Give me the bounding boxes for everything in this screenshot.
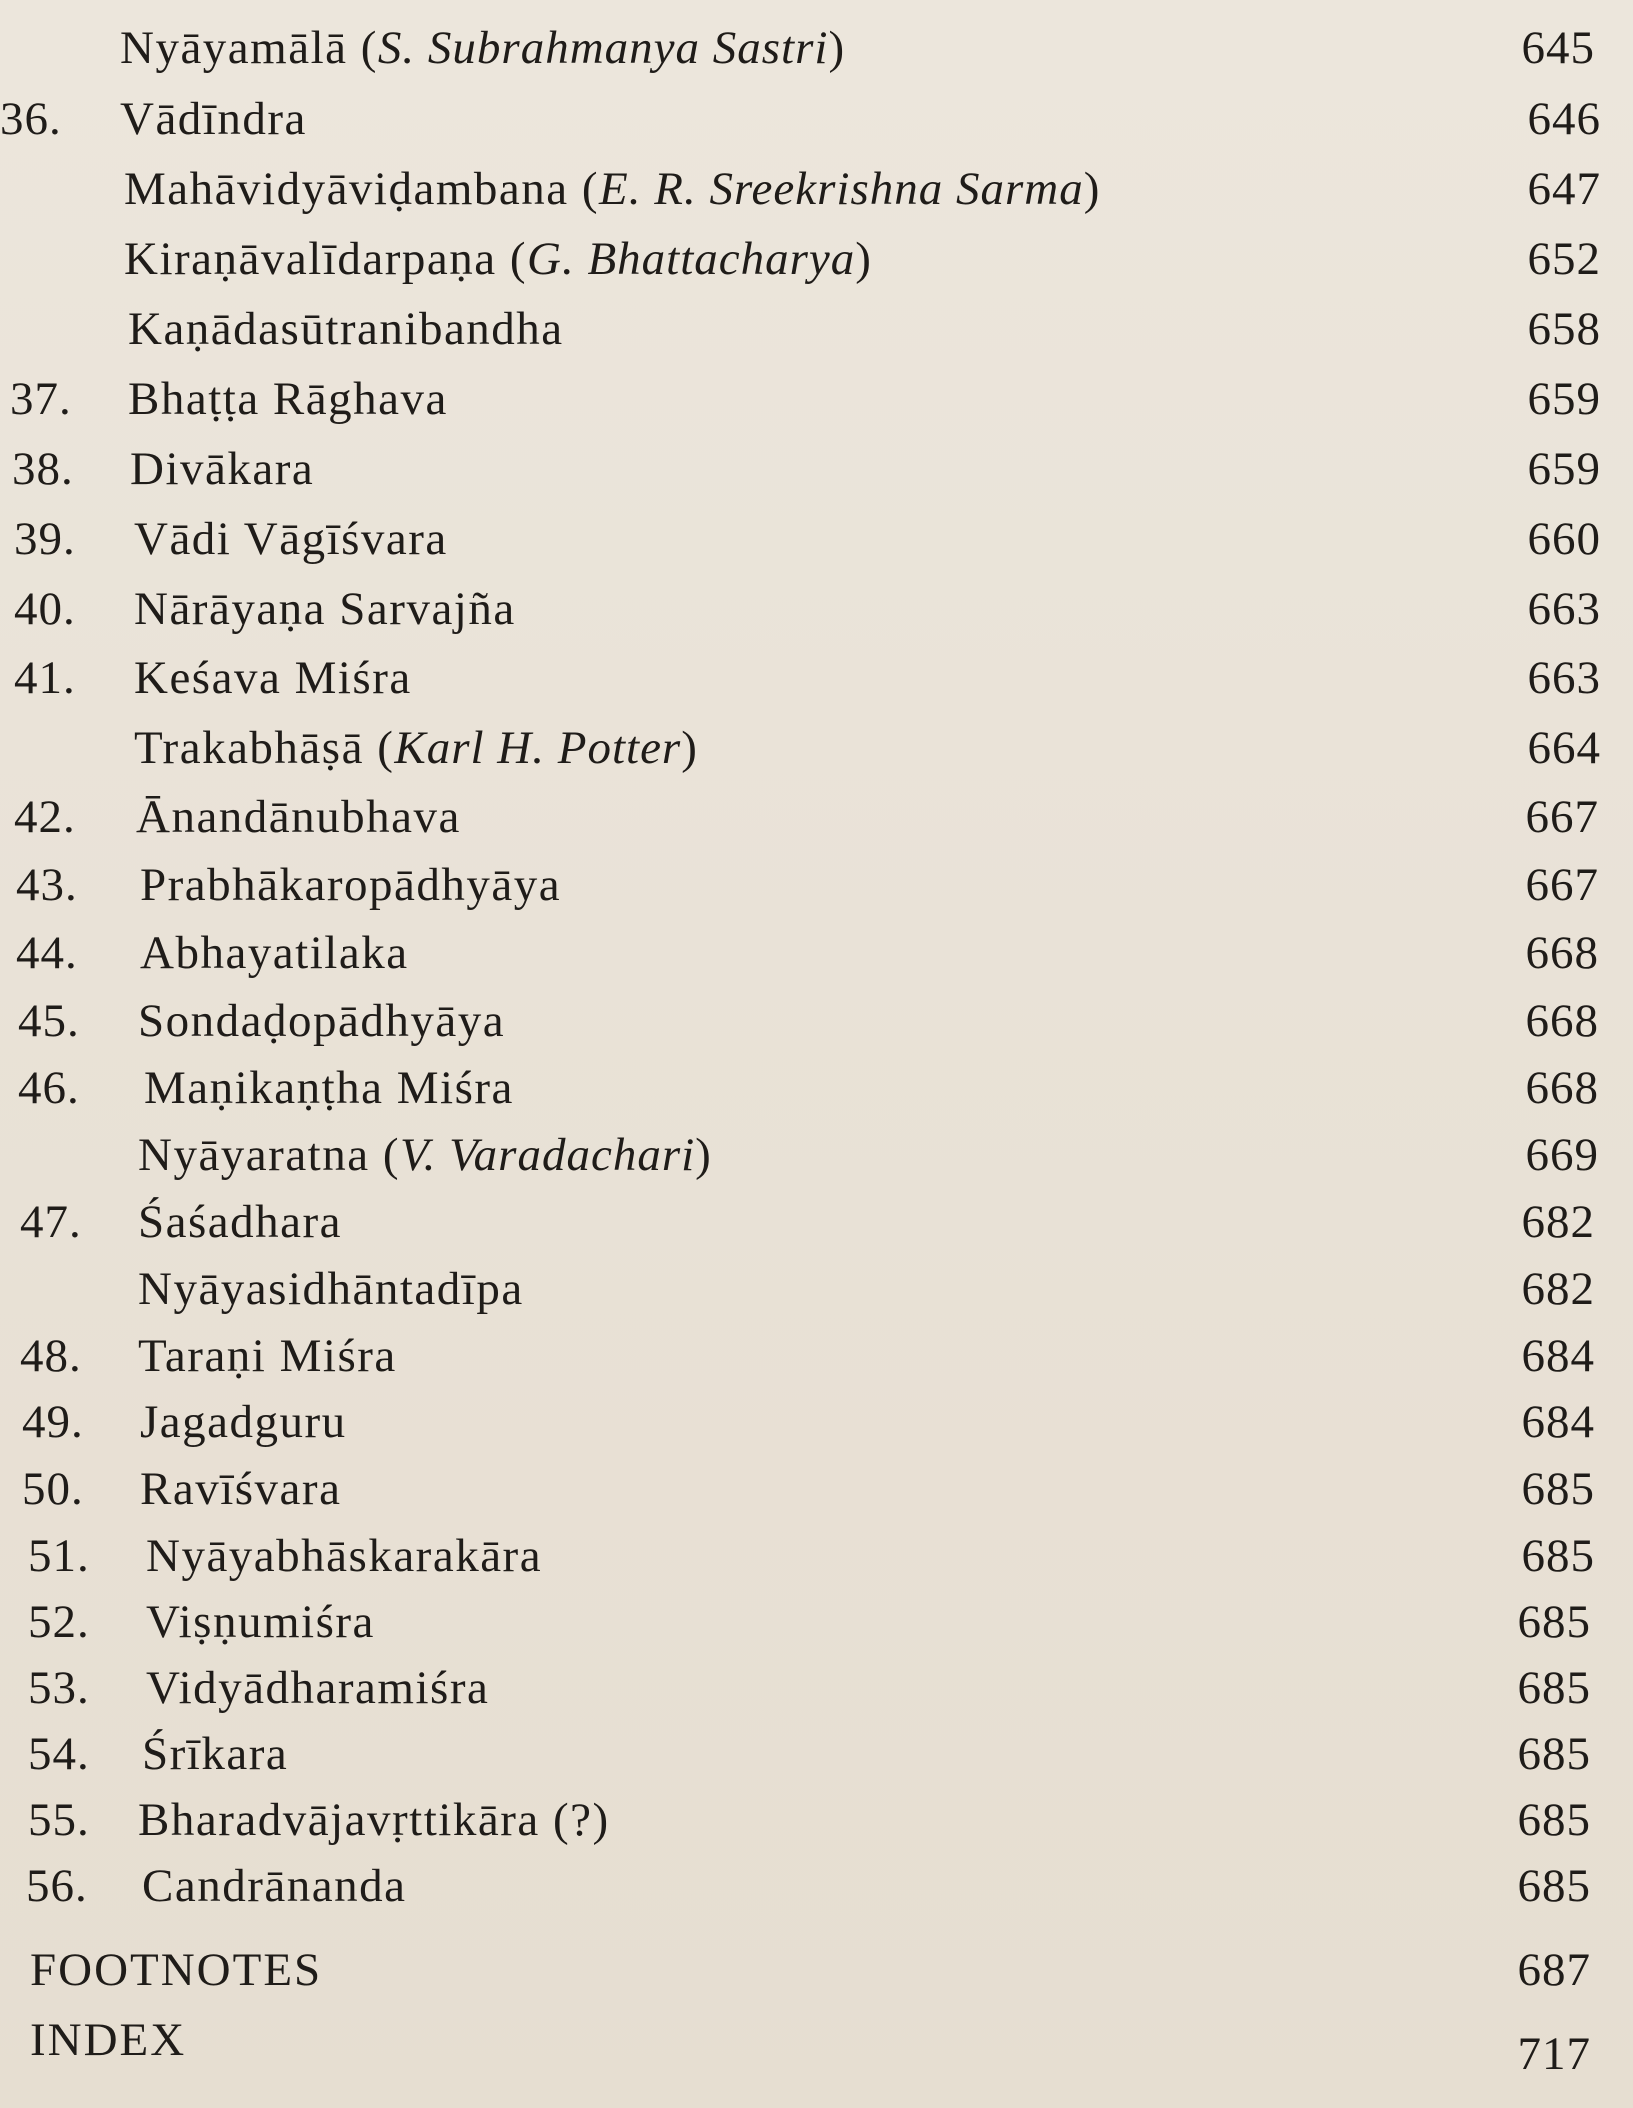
toc-entry xyxy=(0,1125,1633,1185)
entry-page: 717 xyxy=(1517,2028,1591,2080)
entry-page: 668 xyxy=(1525,995,1599,1047)
toc-entry xyxy=(0,18,1633,78)
entry-page: 685 xyxy=(1517,1794,1591,1846)
entry-page: 685 xyxy=(1517,1728,1591,1780)
entry-title: Ānandānubhava xyxy=(136,791,461,843)
entry-title: Prabhākaropādhyāya xyxy=(140,859,562,911)
entry-page: 684 xyxy=(1521,1396,1595,1448)
entry-title: Vādīndra xyxy=(120,93,307,145)
toc-entry xyxy=(0,1526,1633,1586)
entry-page: 687 xyxy=(1517,1944,1591,1996)
entry-title: Ravīśvara xyxy=(140,1463,342,1515)
entry-title: Kaṇādasūtranibandha xyxy=(128,303,564,355)
entry-title-text: Trakabhāṣā xyxy=(134,722,364,774)
toc-entry xyxy=(0,855,1633,915)
entry-title: FOOTNOTES xyxy=(30,1944,323,1996)
author-paren-close: ) xyxy=(828,22,846,74)
entry-title: Śaśadhara xyxy=(138,1196,343,1248)
toc-entry xyxy=(0,89,1633,149)
author-paren-open: ( xyxy=(509,233,527,285)
author-paren-open: ( xyxy=(382,1129,401,1181)
entry-title: Taraṇi Miśra xyxy=(138,1330,397,1382)
toc-entry xyxy=(0,229,1633,289)
toc-entry xyxy=(0,718,1633,778)
entry-number: 46. xyxy=(18,1062,80,1114)
entry-title xyxy=(134,718,698,778)
toc-entry xyxy=(0,1259,1633,1319)
entry-page: 652 xyxy=(1527,233,1601,285)
entry-number: 45. xyxy=(18,995,80,1047)
entry-number: 53. xyxy=(28,1662,90,1714)
entry-page: 659 xyxy=(1527,373,1601,425)
entry-number: 52. xyxy=(28,1596,90,1648)
entry-number: 51. xyxy=(28,1530,90,1582)
entry-number: 39. xyxy=(14,513,76,565)
entry-title-text: Nyāyaratna xyxy=(138,1129,370,1181)
entry-number: 48. xyxy=(20,1330,82,1382)
toc-entry xyxy=(0,439,1633,499)
entry-page: 659 xyxy=(1527,443,1601,495)
entry-title: Vidyādharamiśra xyxy=(146,1662,490,1714)
entry-number: 50. xyxy=(22,1463,84,1515)
author-paren-close: ) xyxy=(855,233,873,285)
toc-entry xyxy=(0,1592,1633,1652)
entry-number: 55. xyxy=(28,1794,90,1846)
entry-page: 668 xyxy=(1525,1062,1599,1114)
entry-page: 645 xyxy=(1521,22,1595,74)
entry-title: Śrīkara xyxy=(142,1728,289,1780)
toc-entry xyxy=(0,2010,1633,2080)
author-paren-open: ( xyxy=(360,22,378,74)
entry-author: S. Subrahmanya Sastri xyxy=(377,22,829,74)
entry-number: 49. xyxy=(22,1396,84,1448)
entry-page: 685 xyxy=(1517,1860,1591,1912)
toc-entry xyxy=(0,1192,1633,1252)
entry-title: Viṣṇumiśra xyxy=(146,1596,375,1648)
entry-page: 685 xyxy=(1521,1530,1595,1582)
toc-entry xyxy=(0,1392,1633,1452)
entry-page: 685 xyxy=(1521,1463,1595,1515)
toc-entry xyxy=(0,579,1633,639)
entry-page: 663 xyxy=(1527,652,1601,704)
entry-author: Karl H. Potter xyxy=(394,722,682,774)
entry-page: 646 xyxy=(1527,93,1601,145)
entry-title xyxy=(124,159,1101,219)
entry-page: 667 xyxy=(1525,791,1599,843)
entry-title: Nyāyasidhāntadīpa xyxy=(138,1263,524,1315)
author-paren-close: ) xyxy=(695,1129,713,1181)
entry-number: 54. xyxy=(28,1728,90,1780)
toc-entry xyxy=(0,1856,1633,1916)
entry-page: 668 xyxy=(1525,927,1599,979)
entry-title: Nārāyaṇa Sarvajña xyxy=(134,583,516,635)
toc-entry xyxy=(0,159,1633,219)
entry-title xyxy=(138,1125,712,1185)
author-paren-close: ) xyxy=(681,722,699,774)
entry-page: 663 xyxy=(1527,583,1601,635)
entry-title: Keśava Miśra xyxy=(134,652,412,704)
entry-page: 660 xyxy=(1527,513,1601,565)
entry-title: Vādi Vāgīśvara xyxy=(134,513,448,565)
entry-page: 658 xyxy=(1527,303,1601,355)
entry-page: 667 xyxy=(1525,859,1599,911)
entry-number: 37. xyxy=(10,373,72,425)
entry-title: Maṇikaṇṭha Miśra xyxy=(144,1062,514,1114)
toc-entry xyxy=(0,648,1633,708)
entry-title-text: Mahāvidyāviḍambana xyxy=(124,163,569,215)
entry-number: 56. xyxy=(26,1860,88,1912)
entry-number: 41. xyxy=(14,652,76,704)
entry-number: 36. xyxy=(0,93,62,145)
entry-page: 684 xyxy=(1521,1330,1595,1382)
toc-entry xyxy=(0,787,1633,847)
entry-title: Bharadvājavṛttikāra (?) xyxy=(138,1794,610,1846)
toc-entry xyxy=(0,1658,1633,1718)
toc-entry xyxy=(0,509,1633,569)
entry-title xyxy=(120,18,846,78)
toc-entry xyxy=(0,1940,1633,2000)
entry-author: E. R. Sreekrishna Sarma xyxy=(599,163,1084,215)
toc-entry xyxy=(0,923,1633,983)
entry-title-text: Nyāyamālā xyxy=(120,22,348,74)
toc-entry xyxy=(0,1459,1633,1519)
entry-number: 42. xyxy=(14,791,76,843)
author-paren-open: ( xyxy=(377,722,395,774)
entry-page: 685 xyxy=(1517,1662,1591,1714)
entry-page: 647 xyxy=(1527,163,1601,215)
entry-author: G. Bhattacharya xyxy=(527,233,856,285)
entry-page: 682 xyxy=(1521,1196,1595,1248)
toc-entry xyxy=(0,369,1633,429)
entry-title: Sondaḍopādhyāya xyxy=(138,995,506,1047)
entry-author: V. Varadachari xyxy=(400,1129,696,1181)
toc-entry xyxy=(0,991,1633,1051)
entry-title xyxy=(124,229,872,289)
entry-number: 43. xyxy=(16,859,78,911)
entry-page: 682 xyxy=(1521,1263,1595,1315)
entry-page: 664 xyxy=(1527,722,1601,774)
entry-number: 38. xyxy=(12,443,74,495)
entry-number: 44. xyxy=(16,927,78,979)
entry-page: 685 xyxy=(1517,1596,1591,1648)
toc-entry xyxy=(0,1724,1633,1784)
entry-title: Divākara xyxy=(130,443,315,495)
toc-entry xyxy=(0,299,1633,359)
entry-title: Abhayatilaka xyxy=(140,927,409,979)
entry-page: 669 xyxy=(1525,1129,1599,1181)
toc-entry xyxy=(0,1058,1633,1118)
toc-entry xyxy=(0,1790,1633,1850)
entry-title: Jagadguru xyxy=(140,1396,347,1448)
entry-title: Candrānanda xyxy=(142,1860,407,1912)
entry-number: 40. xyxy=(14,583,76,635)
entry-title: Bhaṭṭa Rāghava xyxy=(128,373,448,425)
author-paren-open: ( xyxy=(581,163,600,215)
author-paren-close: ) xyxy=(1083,163,1101,215)
toc-entry xyxy=(0,1326,1633,1386)
entry-title: Nyāyabhāskarakāra xyxy=(146,1530,543,1582)
entry-title: INDEX xyxy=(30,2014,187,2066)
entry-number: 47. xyxy=(20,1196,82,1248)
entry-title-text: Kiraṇāvalīdarpaṇa xyxy=(124,233,497,285)
